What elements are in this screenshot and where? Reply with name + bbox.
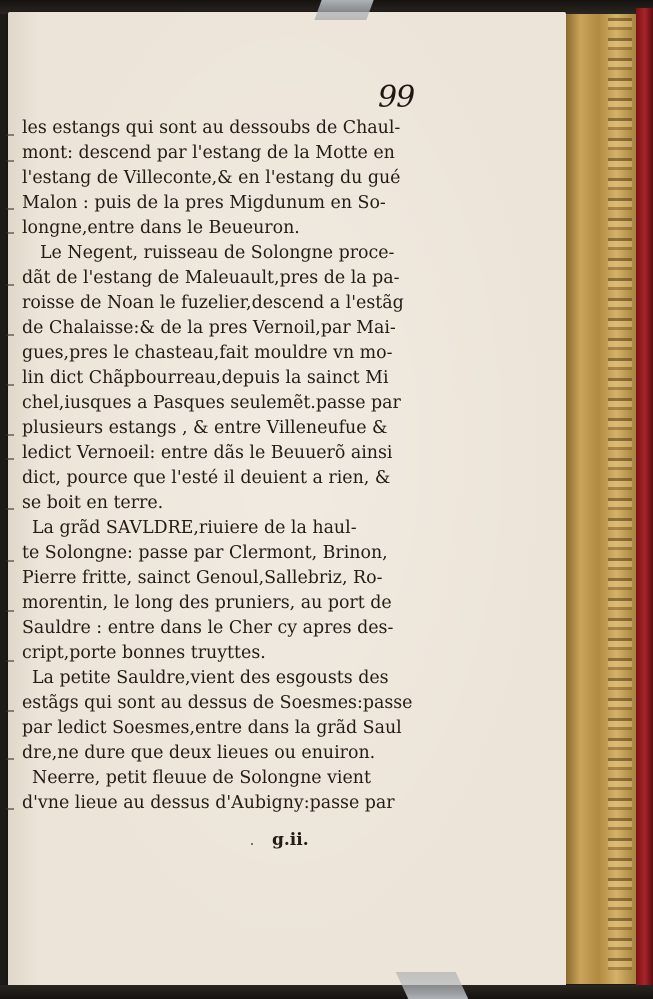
gutter-mark [6, 758, 14, 760]
text-line: longne,entre dans le Beueuron. [22, 218, 300, 238]
gutter-mark [6, 384, 14, 386]
text-line: Neerre, petit fleuue de Solongne vient [32, 768, 371, 788]
gutter-mark [6, 808, 14, 810]
gutter-mark [6, 284, 14, 286]
text-line: chel,iusques a Pasques seulemẽt.passe par [22, 393, 401, 413]
text-line: dict, pource que l'esté il deuient a rien, & [22, 468, 391, 488]
text-line: les estangs qui sont au dessoubs de Chaul- [22, 118, 401, 138]
gutter-mark [6, 434, 14, 436]
text-line: cript,porte bonnes truyttes. [22, 643, 266, 663]
gutter-mark [6, 458, 14, 460]
gutter-mark [6, 232, 14, 234]
text-line: gues,pres le chasteau,fait mouldre vn mo- [22, 343, 393, 363]
gutter-mark [6, 134, 14, 136]
text-line: se boit en terre. [22, 493, 164, 513]
text-line: lin dict Chãpbourreau,depuis la sainct Mi [22, 368, 389, 388]
text-line: La grãd SAVLDRE,riuiere de la haul- [32, 518, 357, 538]
text-line: La petite Sauldre,vient des esgousts des [32, 668, 389, 688]
gutter-mark [6, 508, 14, 510]
text-line: ledict Vernoeil: entre dãs le Beuuerõ ainsi [22, 443, 393, 463]
text-line: mont: descend par l'estang de la Motte en [22, 143, 395, 163]
gutter-mark [6, 710, 14, 712]
text-line: plusieurs estangs , & entre Villeneufue & [22, 418, 388, 438]
text-line: dre,ne dure que deux lieues ou enuiron. [22, 743, 376, 763]
bottom-clip [396, 972, 469, 999]
text-line: d'vne lieue au dessus d'Aubigny:passe par [22, 793, 395, 813]
gilt-edge-pattern [608, 18, 632, 978]
text-line: roisse de Noan le fuzelier,descend a l'estãg [22, 293, 404, 313]
text-line: estãgs qui sont au dessus de Soesmes:passe [22, 693, 413, 713]
red-binding [636, 8, 653, 990]
signature-mark: g.ii. [272, 830, 309, 850]
text-line: te Solongne: passe par Clermont, Brinon, [22, 543, 388, 563]
gutter-mark [6, 610, 14, 612]
top-clip [314, 0, 373, 20]
text-line: Sauldre : entre dans le Cher cy apres des- [22, 618, 394, 638]
text-line: morentin, le long des pruniers, au port de [22, 593, 392, 613]
text-line: de Chalaisse:& de la pres Vernoil,par Mai- [22, 318, 396, 338]
text-line: Pierre fritte, sainct Genoul,Sallebriz, Ro- [22, 568, 383, 588]
gutter-mark [6, 560, 14, 562]
gutter-mark [6, 208, 14, 210]
text-line: Malon : puis de la pres Migdunum en So- [22, 193, 386, 213]
gutter-mark [6, 660, 14, 662]
gutter-mark [6, 334, 14, 336]
ink-speck [251, 843, 253, 845]
body-text [22, 116, 413, 816]
text-line: Le Negent, ruisseau de Solongne proce- [40, 243, 395, 263]
text-line: l'estang de Villeconte,& en l'estang du gué [22, 168, 401, 188]
bottom-shadow [0, 985, 653, 999]
text-line: dãt de l'estang de Maleuault,pres de la pa- [22, 268, 400, 288]
gutter-mark [6, 160, 14, 162]
page-number: 99 [378, 80, 415, 115]
text-line: par ledict Soesmes,entre dans la grãd Saul [22, 718, 402, 738]
